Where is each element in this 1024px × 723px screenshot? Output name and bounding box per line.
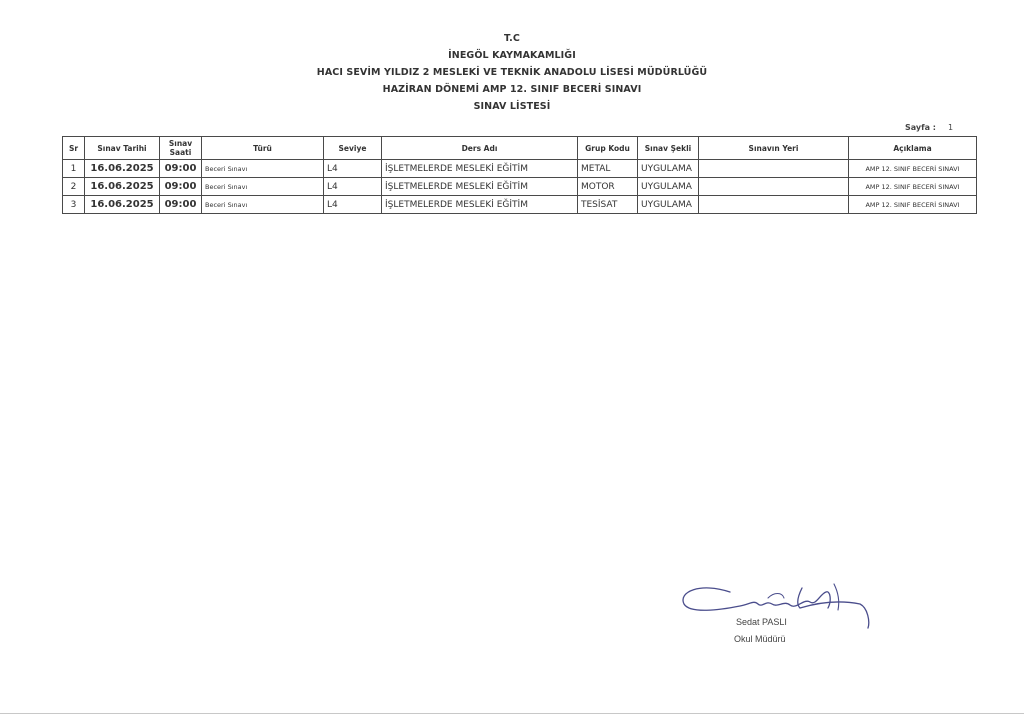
- header-school: HACI SEVİM YILDIZ 2 MESLEKİ VE TEKNİK ANADOLU LİSESİ MÜDÜRLÜĞÜ: [316, 67, 708, 78]
- cell-form: UYGULAMA: [638, 160, 699, 178]
- table-header-row: [63, 137, 977, 160]
- header-exam-title: HAZİRAN DÖNEMİ AMP 12. SINIF BECERİ SINAVI: [382, 84, 642, 95]
- bottom-divider: [0, 713, 1024, 714]
- cell-date: 16.06.2025: [85, 160, 160, 178]
- col-header-time: Sınav Saati: [160, 137, 202, 160]
- col-header-date: Sınav Tarihi: [85, 137, 160, 160]
- cell-desc: AMP 12. SINIF BECERİ SINAVI: [849, 160, 977, 178]
- cell-place: [699, 196, 849, 214]
- cell-desc: AMP 12. SINIF BECERİ SINAVI: [849, 178, 977, 196]
- cell-place: [699, 160, 849, 178]
- cell-group: TESİSAT: [578, 196, 638, 214]
- header-list-title: SINAV LİSTESİ: [473, 101, 551, 112]
- header-tc: T.C: [504, 33, 520, 44]
- header-district: İNEGÖL KAYMAKAMLIĞI: [448, 50, 576, 61]
- col-header-place: Sınavın Yeri: [699, 137, 849, 160]
- cell-place: [699, 178, 849, 196]
- col-header-form: Sınav Şekli: [638, 137, 699, 160]
- cell-sr: 1: [63, 160, 85, 178]
- table-row: [63, 160, 977, 178]
- col-header-level: Seviye: [324, 137, 382, 160]
- col-header-course: Ders Adı: [382, 137, 578, 160]
- cell-date: 16.06.2025: [85, 178, 160, 196]
- cell-level: L4: [324, 160, 382, 178]
- page-number: [905, 123, 953, 132]
- cell-type: Beceri Sınavı: [202, 178, 324, 196]
- cell-level: L4: [324, 196, 382, 214]
- signature-block: [670, 570, 890, 660]
- exam-table: [62, 136, 977, 214]
- signer-title: Okul Müdürü: [734, 634, 786, 644]
- cell-group: METAL: [578, 160, 638, 178]
- table-row: [63, 178, 977, 196]
- cell-sr: 2: [63, 178, 85, 196]
- cell-course: İŞLETMELERDE MESLEKİ EĞİTİM: [382, 178, 578, 196]
- cell-group: MOTOR: [578, 178, 638, 196]
- table-row: [63, 196, 977, 214]
- cell-type: Beceri Sınavı: [202, 196, 324, 214]
- page-value: 1: [948, 123, 954, 132]
- cell-course: İŞLETMELERDE MESLEKİ EĞİTİM: [382, 196, 578, 214]
- cell-time: 09:00: [160, 178, 202, 196]
- document-header: [0, 30, 1024, 115]
- col-header-desc: Açıklama: [849, 137, 977, 160]
- cell-sr: 3: [63, 196, 85, 214]
- cell-date: 16.06.2025: [85, 196, 160, 214]
- cell-level: L4: [324, 178, 382, 196]
- signer-name: Sedat PASLI: [736, 617, 787, 627]
- cell-time: 09:00: [160, 160, 202, 178]
- page-label: Sayfa :: [905, 123, 936, 132]
- cell-time: 09:00: [160, 196, 202, 214]
- cell-desc: AMP 12. SINIF BECERİ SINAVI: [849, 196, 977, 214]
- col-header-group: Grup Kodu: [578, 137, 638, 160]
- cell-type: Beceri Sınavı: [202, 160, 324, 178]
- cell-form: UYGULAMA: [638, 196, 699, 214]
- cell-course: İŞLETMELERDE MESLEKİ EĞİTİM: [382, 160, 578, 178]
- col-header-type: Türü: [202, 137, 324, 160]
- cell-form: UYGULAMA: [638, 178, 699, 196]
- col-header-sr: Sr: [63, 137, 85, 160]
